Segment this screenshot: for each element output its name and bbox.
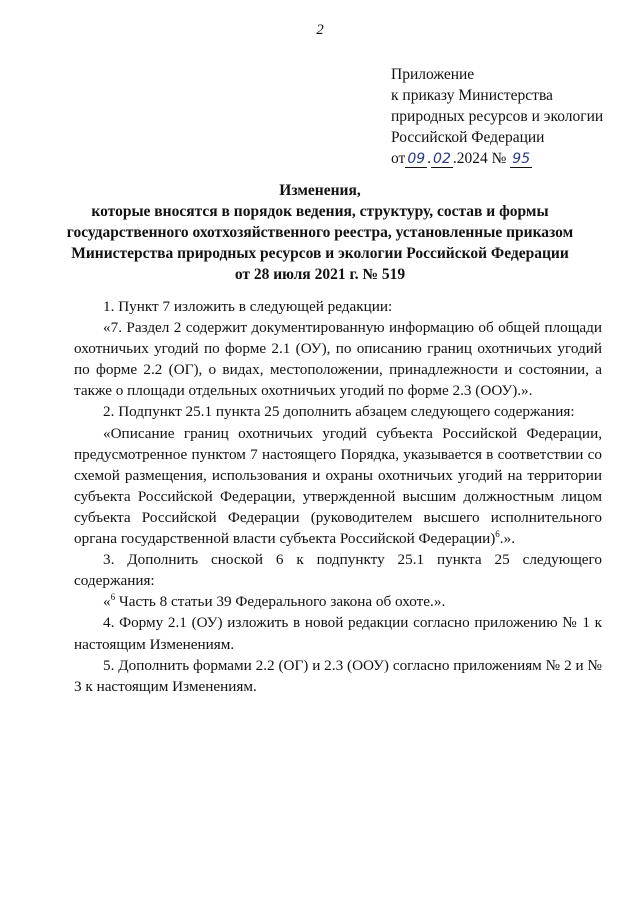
footnote-ref-6: 6 (495, 528, 500, 539)
appendix-block (391, 64, 603, 170)
paragraph-7: 4. Форму 2.1 (ОУ) изложить в новой редакции согласно приложению № 1 к настоящим Изменениям. (74, 614, 602, 653)
page-number: 2 (316, 22, 324, 38)
appendix-line-3: природных ресурсов и экологии (391, 108, 604, 125)
paragraph-8: 5. Дополнить формами 2.2 (ОГ) и 2.3 (ООУ) согласно приложениям № 2 и № 3 к настоящим Изменениям. (74, 656, 602, 695)
appendix-line-4: Российской Федерации (391, 129, 545, 146)
paragraph-4 (74, 423, 602, 550)
document-body (74, 296, 602, 697)
title-line-1: Изменения, (279, 182, 361, 199)
paragraph-3: 2. Подпункт 25.1 пункта 25 дополнить абзацем следующего содержания: (103, 403, 575, 421)
paragraph-4-text: «Описание границ охотничьих угодий субъекта Российской Федерации, предусмотренное пунктом 7 настоящего Порядка, указывается в соответствии со схемой размещения, использования и охраны охотничьих угодий на территории субъекта Российской Федерации, утвержденной высшим должностным лицом субъекта Российской Федерации (руководителем высшего исполнительного органа государственной власти субъекта Российской Федерации) (74, 424, 602, 548)
appendix-line-1: Приложение (391, 66, 475, 83)
title-line-2: которые вносятся в порядок ведения, структуру, состав и формы (91, 203, 549, 220)
paragraph-6-text: Часть 8 статьи 39 Федерального закона об охоте.». (115, 593, 446, 611)
date-prefix: от (391, 150, 406, 167)
document-title (60, 180, 580, 285)
paragraph-6-open: « (103, 593, 111, 611)
paragraph-2: «7. Раздел 2 содержит документированную информацию об общей площади охотничьих угодий по форме 2.1 (ОУ), по описанию границ охотничьих угодий по форме 2.2 (ОГ), о видах, местоположении, принадлежности и состоянии, а также о площади отдельных охотничьих угодий по форме 2.3 (ООУ).». (74, 319, 602, 400)
paragraph-6 (74, 591, 602, 612)
paragraph-4-end: .». (499, 530, 515, 548)
paragraph-1: 1. Пункт 7 изложить в следующей редакции: (103, 298, 393, 315)
appendix-line-2: к приказу Министерства (391, 87, 553, 104)
paragraph-5: 3. Дополнить сноской 6 к подпункту 25.1 пункта 25 следующего содержания: (74, 551, 602, 590)
handwritten-month: 02 (433, 151, 451, 167)
handwritten-order-number: 95 (512, 151, 531, 167)
date-year: .2024 № (452, 150, 507, 167)
title-line-5: от 28 июля 2021 г. № 519 (234, 266, 406, 283)
title-line-4: Министерства природных ресурсов и экологии Российской Федерации (71, 245, 569, 262)
title-line-3: государственного охотхозяйственного реестра, установленные приказом (66, 224, 574, 241)
date-separator: . (427, 150, 432, 167)
appendix-date-line (391, 148, 603, 170)
footnote-mark-6: 6 (110, 592, 116, 603)
handwritten-day: 09 (407, 151, 426, 167)
